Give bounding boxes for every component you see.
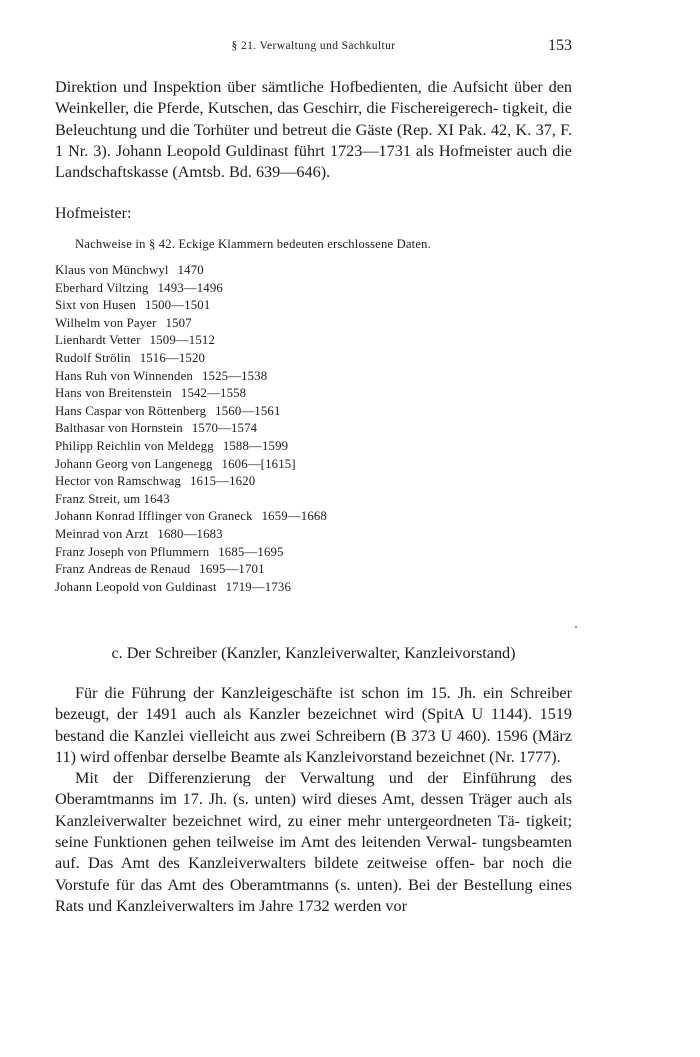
hofmeister-dates: 1685—1695 <box>218 544 284 559</box>
hofmeister-entry <box>55 561 572 579</box>
hofmeister-dates: 1588—1599 <box>222 438 289 453</box>
hofmeister-name: Hector von Ramschwag <box>55 474 181 489</box>
intro-paragraph: Direktion und Inspektion über sämtliche Hofbedienten, die Aufsicht über den Weinkeller, die Pferde, Kutschen, das Geschirr, die Fischereigerech- tigkeit, die Beleuchtung und die Torhüter und betreut die Gäste (Rep. XI Pak. 42, K. 37, F. 1 Nr. 3). Johann Leopold Guldinast führt 1723—1731 als Hofmeister auch die Landschaftskasse (Amtsb. Bd. 639—646). <box>55 78 572 182</box>
hofmeister-entry <box>55 368 572 386</box>
hofmeister-entry <box>55 280 572 298</box>
hofmeister-dates: 1659—1668 <box>261 509 327 524</box>
hofmeister-list <box>55 262 572 596</box>
hofmeister-name: Philipp Reichlin von Meldegg <box>55 438 214 453</box>
hofmeister-entry <box>55 456 572 474</box>
hofmeister-dates: 1507 <box>165 315 192 330</box>
hofmeister-name: Rudolf Strölin <box>55 350 131 365</box>
hofmeister-entry <box>55 297 572 315</box>
hofmeister-name: Eberhard Viltzing <box>55 280 149 295</box>
hofmeister-name: Johann Georg von Langenegg <box>55 456 213 471</box>
hofmeister-entry <box>55 262 572 280</box>
hofmeister-name: Franz Joseph von Pflummern <box>55 544 210 559</box>
hofmeister-entry <box>55 315 572 333</box>
hofmeister-name: Klaus von Münchwyl <box>55 263 169 277</box>
section-heading: c. Der Schreiber (Kanzler, Kanzleiverwalter, Kanzleivorstand) <box>111 644 516 662</box>
hofmeister-dates: 1470 <box>177 263 204 277</box>
hofmeister-name: Johann Leopold von Guldinast <box>55 579 217 594</box>
section-paragraph-2: Mit der Differenzierung der Verwaltung und der Einführung des Oberamtmanns im 17. Jh. (s. unten) wird dieses Amt, dessen Träger auch als Kanzleiverwalter bezeichnet wird, zu einer mehr untergeordneten Tä- tigkeit; seine Funktionen gehen teilweise im Amt des leitenden Verwal- tungsbeamten auf. Das Amt des Kanzleiverwalters bildete zeitweise offen- bar noch die Vorstufe für das Amt des Oberamtmanns (s. unten). Bei der Bestellung eines Rats und Kanzleiverwalters im Jahre 1732 werden vor <box>55 769 572 915</box>
hofmeister-name: Johann Konrad Ifflinger von Graneck <box>55 509 253 524</box>
hofmeister-entry <box>55 332 572 350</box>
hofmeister-entry <box>55 403 572 421</box>
page-number: 153 <box>548 37 572 54</box>
hofmeister-dates: 1509—1512 <box>149 333 216 348</box>
hofmeister-name: Balthasar von Hornstein <box>55 421 183 436</box>
hofmeister-dates: 1695—1701 <box>199 562 265 577</box>
hofmeister-dates: 1516—1520 <box>139 350 206 365</box>
hofmeister-name: Sixt von Husen <box>55 298 137 313</box>
hofmeister-entry <box>55 438 572 456</box>
list-heading: Hofmeister: <box>55 205 132 222</box>
running-head: § 21. Verwaltung und Sachkultur <box>231 40 396 52</box>
hofmeister-name: Franz Streit, um 1643 <box>55 491 170 506</box>
hofmeister-dates: 1493—1496 <box>157 280 223 295</box>
hofmeister-entry <box>55 385 572 403</box>
hofmeister-dates: 1542—1558 <box>180 386 247 401</box>
hofmeister-name: Lienhardt Vetter <box>55 333 141 348</box>
hofmeister-entry <box>55 526 572 544</box>
hofmeister-name: Hans Caspar von Röttenberg <box>55 403 207 418</box>
hofmeister-entry <box>55 350 572 368</box>
hofmeister-name: Wilhelm von Payer <box>55 315 157 330</box>
hofmeister-dates: 1560—1561 <box>215 403 281 418</box>
hofmeister-dates: 1615—1620 <box>189 474 256 489</box>
hofmeister-dates: 1719—1736 <box>225 579 291 594</box>
hofmeister-entry <box>55 473 572 491</box>
hofmeister-name: Franz Andreas de Renaud <box>55 562 191 577</box>
hofmeister-dates: 1606—[1615] <box>221 456 296 471</box>
hofmeister-dates: 1680—1683 <box>157 526 223 541</box>
hofmeister-entry <box>55 544 572 562</box>
section-paragraph-1: Für die Führung der Kanzleigeschäfte ist schon im 15. Jh. ein Schreiber bezeugt, der 1491 auch als Kanzler bezeichnet wird (SpitA U 1144). 1519 bestand die Kanzlei vielleicht aus zwei Schreibern (B 373 U 460). 1596 (März 11) wird offenbar derselbe Beamte als Kanzleivorstand bezeichnet (Nr. 1777). <box>55 684 572 766</box>
hofmeister-dates: 1570—1574 <box>191 421 258 436</box>
ink-dot <box>575 626 577 628</box>
hofmeister-dates: 1525—1538 <box>201 368 268 383</box>
hofmeister-entry <box>55 508 572 526</box>
hofmeister-dates: 1500—1501 <box>145 298 211 313</box>
hofmeister-name: Meinrad von Arzt <box>55 526 149 541</box>
hofmeister-entry <box>55 491 572 509</box>
hofmeister-entry <box>55 579 572 597</box>
hofmeister-entry <box>55 420 572 438</box>
hofmeister-name: Hans von Breitenstein <box>55 386 172 401</box>
hofmeister-name: Hans Ruh von Winnenden <box>55 368 193 383</box>
list-note: Nachweise in § 42. Eckige Klammern bedeuten erschlossene Daten. <box>75 237 432 251</box>
